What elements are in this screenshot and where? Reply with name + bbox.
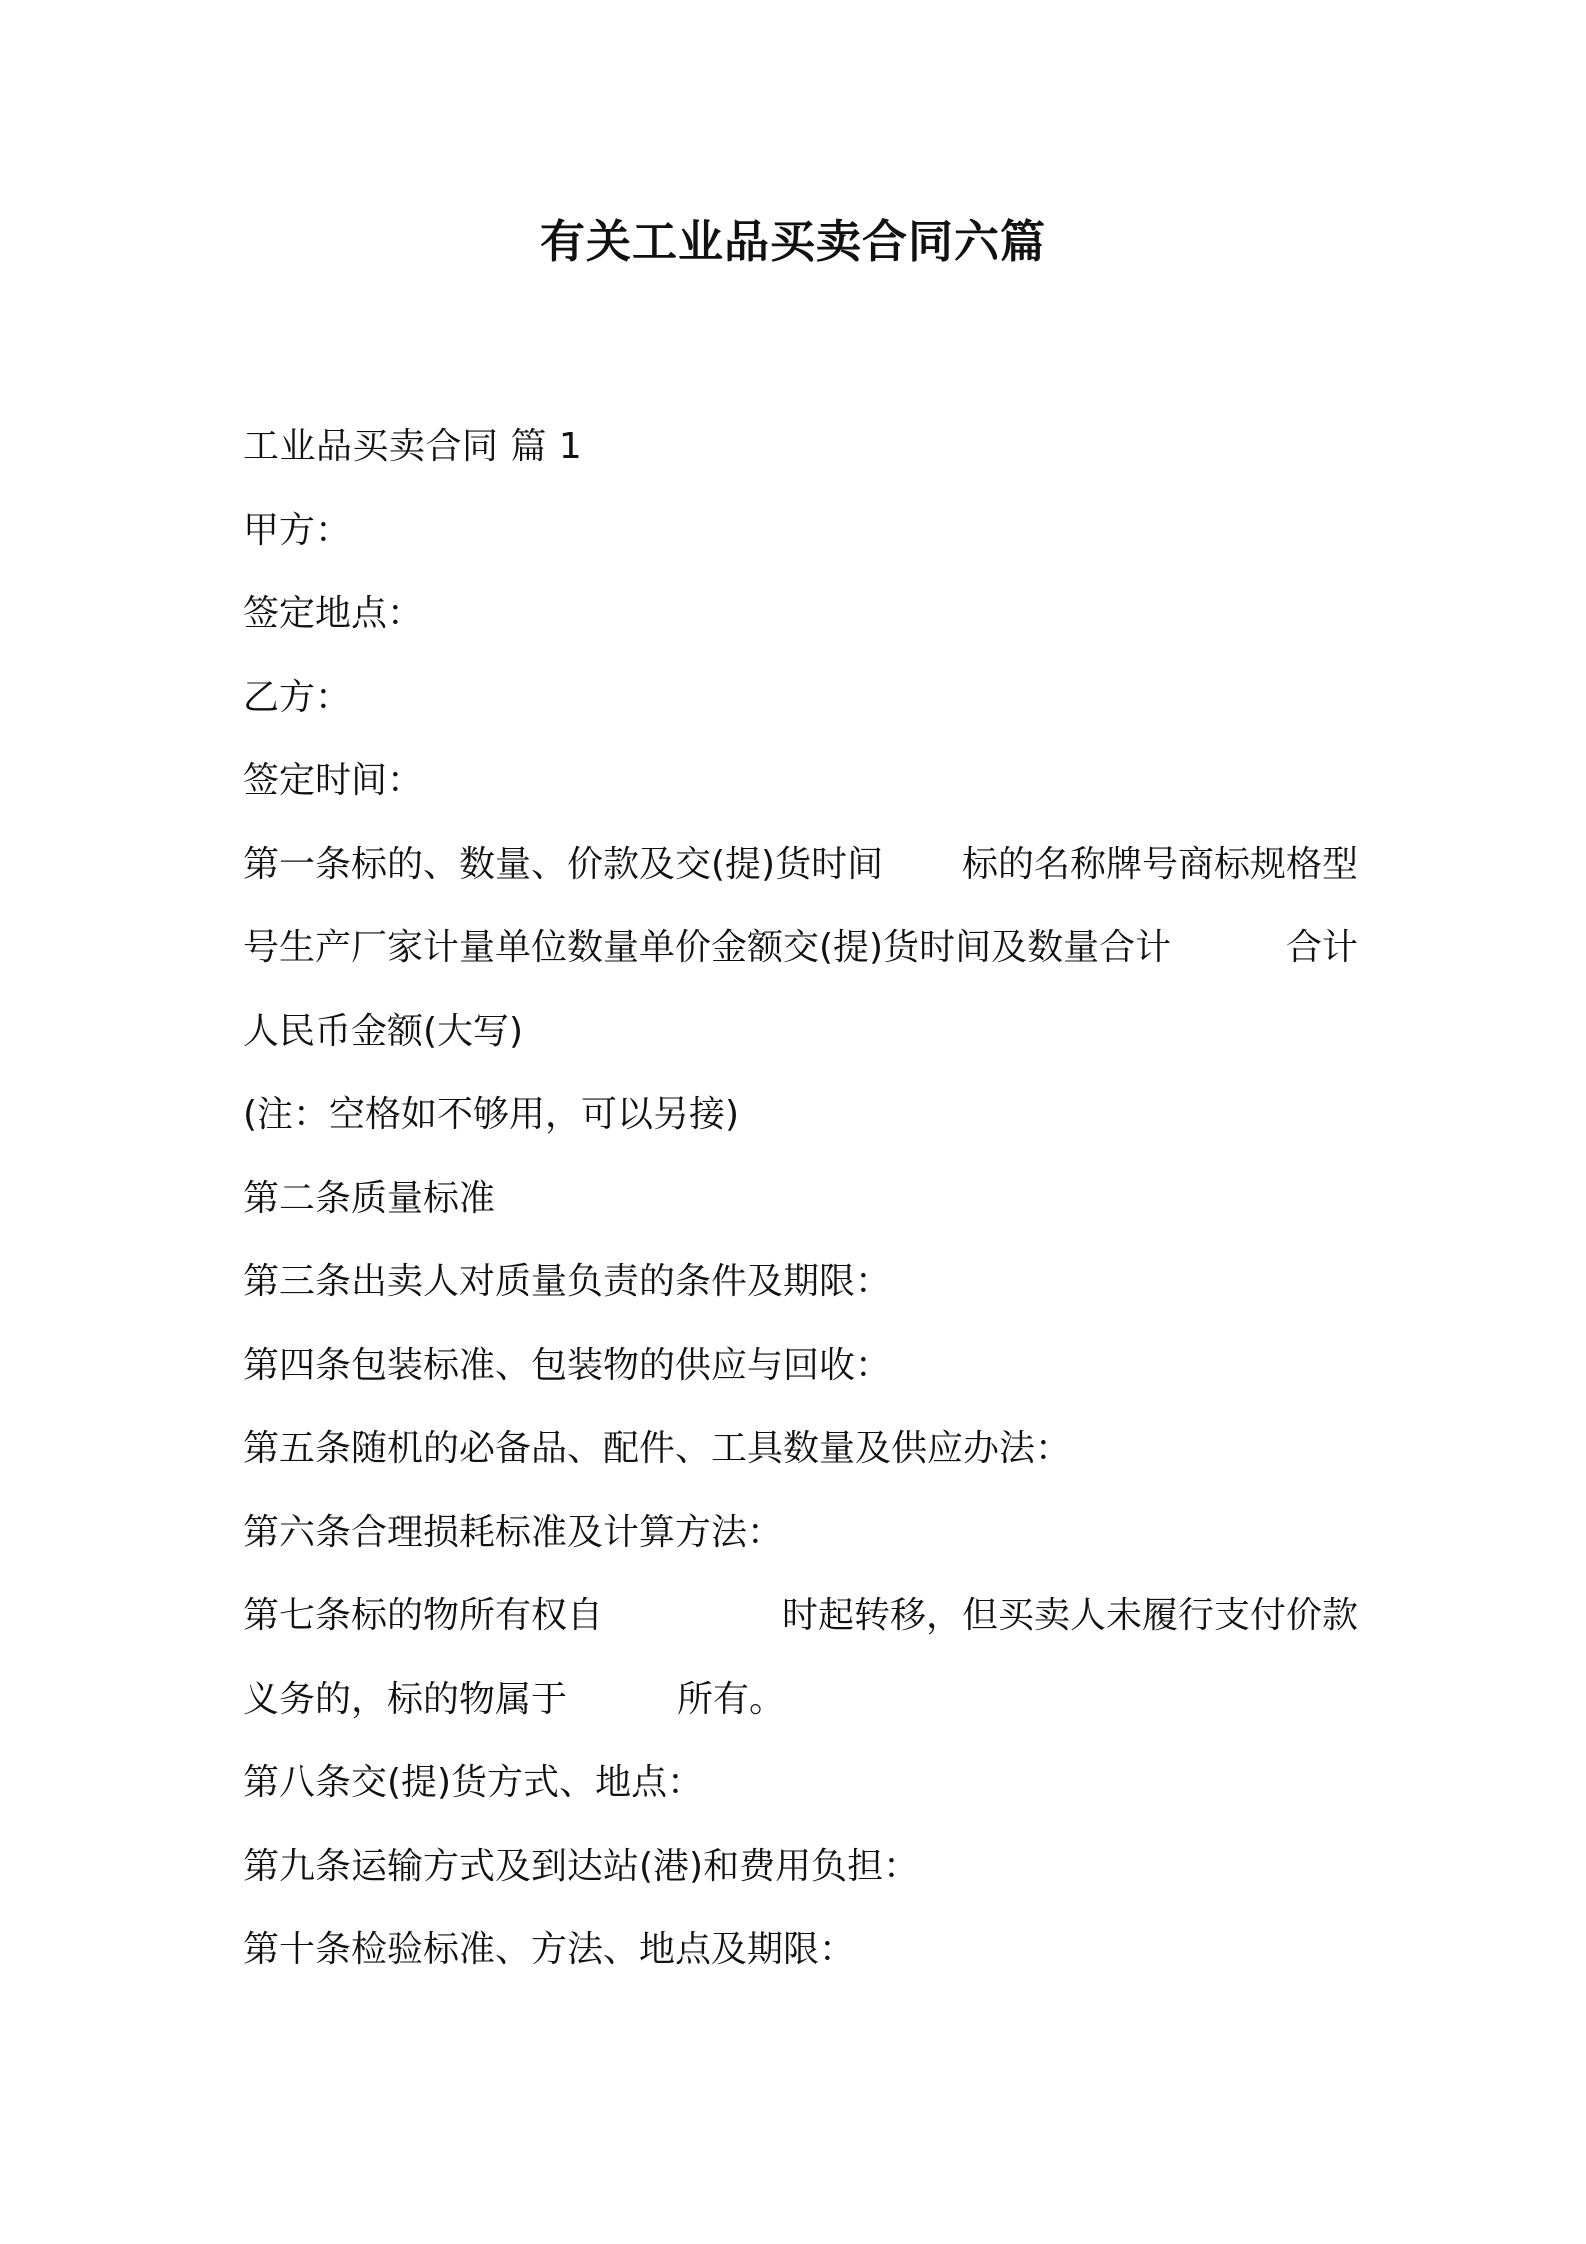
clause-2: 第二条质量标准: [243, 1177, 496, 1219]
section-heading: 工业品买卖合同 篇 1: [243, 426, 583, 467]
clause-8: 第八条交(提)货方式、地点：: [243, 1762, 704, 1803]
document-title: 有关工业品买卖合同六篇: [539, 215, 1046, 268]
clause-1-line-3: 人民币金额(大写): [243, 1010, 524, 1052]
clause-7-line-1-left: 第七条标的物所有权自: [243, 1595, 604, 1636]
note-text: (注：空格如不够用，可以另接): [243, 1094, 740, 1135]
document-body: [243, 405, 1358, 1992]
clause-9: 第九条运输方式及到达站(港)和费用负担：: [243, 1845, 920, 1887]
clause-7-line-2-left: 义务的，标的物属于: [243, 1678, 568, 1720]
clause-1-line-2: [243, 906, 1358, 990]
clause-6: 第六条合理损耗标准及计算方法：: [243, 1511, 784, 1553]
clause-10: 第十条检验标准、方法、地点及期限：: [243, 1929, 856, 1970]
party-a-field: 甲方：: [243, 509, 352, 551]
clause-7-line-1-right: 时起转移，但买卖人未履行支付价款: [781, 1595, 1358, 1636]
party-b-field: 乙方：: [243, 676, 352, 718]
sign-time-field: 签定时间：: [243, 760, 424, 801]
clause-1-line-1-left: 第一条标的、数量、价款及交(提)货时间: [243, 843, 884, 885]
clause-5: 第五条随机的必备品、配件、工具数量及供应办法：: [243, 1428, 1072, 1469]
clause-4: 第四条包装标准、包装物的供应与回收：: [243, 1344, 892, 1386]
clause-1-line-1-right: 标的名称牌号商标规格型: [961, 843, 1358, 885]
sign-place-field: 签定地点：: [243, 593, 424, 634]
clause-1-line-2-left: 号生产厂家计量单位数量单价金额交(提)货时间及数量合计: [243, 927, 1172, 968]
clause-1-line-1: [243, 823, 1358, 907]
clause-3: 第三条出卖人对质量负责的条件及期限：: [243, 1261, 892, 1302]
clause-7-line-1: [243, 1574, 1358, 1658]
clause-7-line-2-right: 所有。: [677, 1678, 786, 1720]
clause-7-line-2: [243, 1658, 1358, 1742]
clause-1-line-2-right: 合计: [1285, 927, 1358, 968]
